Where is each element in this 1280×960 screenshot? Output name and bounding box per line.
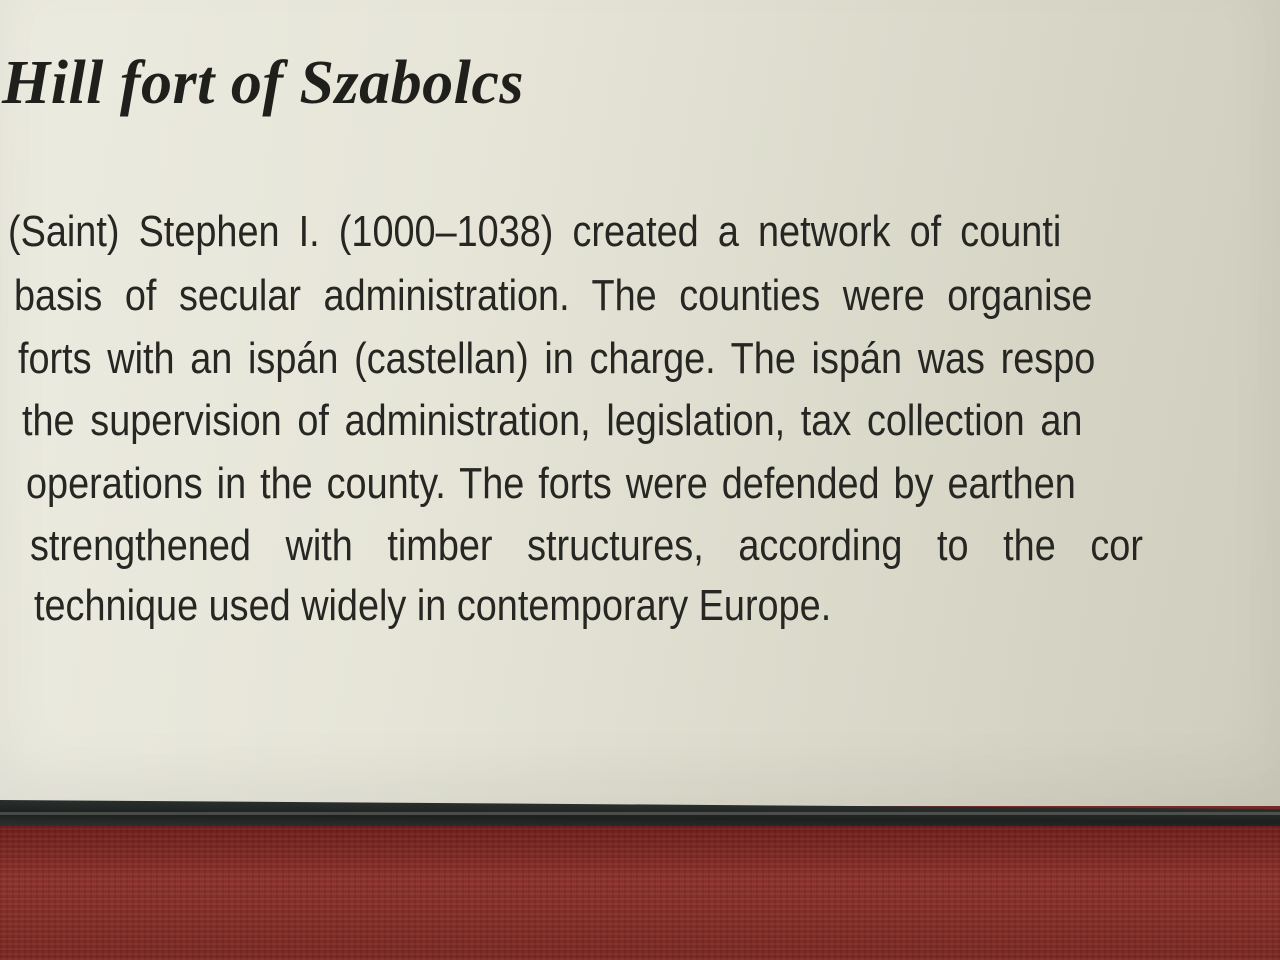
sign-text-line: operations in the county. The forts were defended by earthen <box>26 459 1076 508</box>
sign-title: Hill fort of Szabolcs <box>2 49 525 117</box>
sign-text-line: technique used widely in contemporary Europe. <box>34 581 832 630</box>
sign-text-line: the supervision of administration, legislation, tax collection an <box>22 396 1083 445</box>
sign-text-line: forts with an ispán (castellan) in charge. The ispán was respo <box>18 334 1096 383</box>
sign-text-line: basis of secular administration. The counties were organise <box>14 271 1093 320</box>
sign-text-line: (Saint) Stephen I. (1000–1038) created a network of counti <box>8 207 1062 256</box>
sign-text-line: strengthened with timber structures, according to the cor <box>30 521 1143 570</box>
frame-edge-highlight <box>0 812 1280 815</box>
red-fabric-wall <box>0 826 1280 960</box>
